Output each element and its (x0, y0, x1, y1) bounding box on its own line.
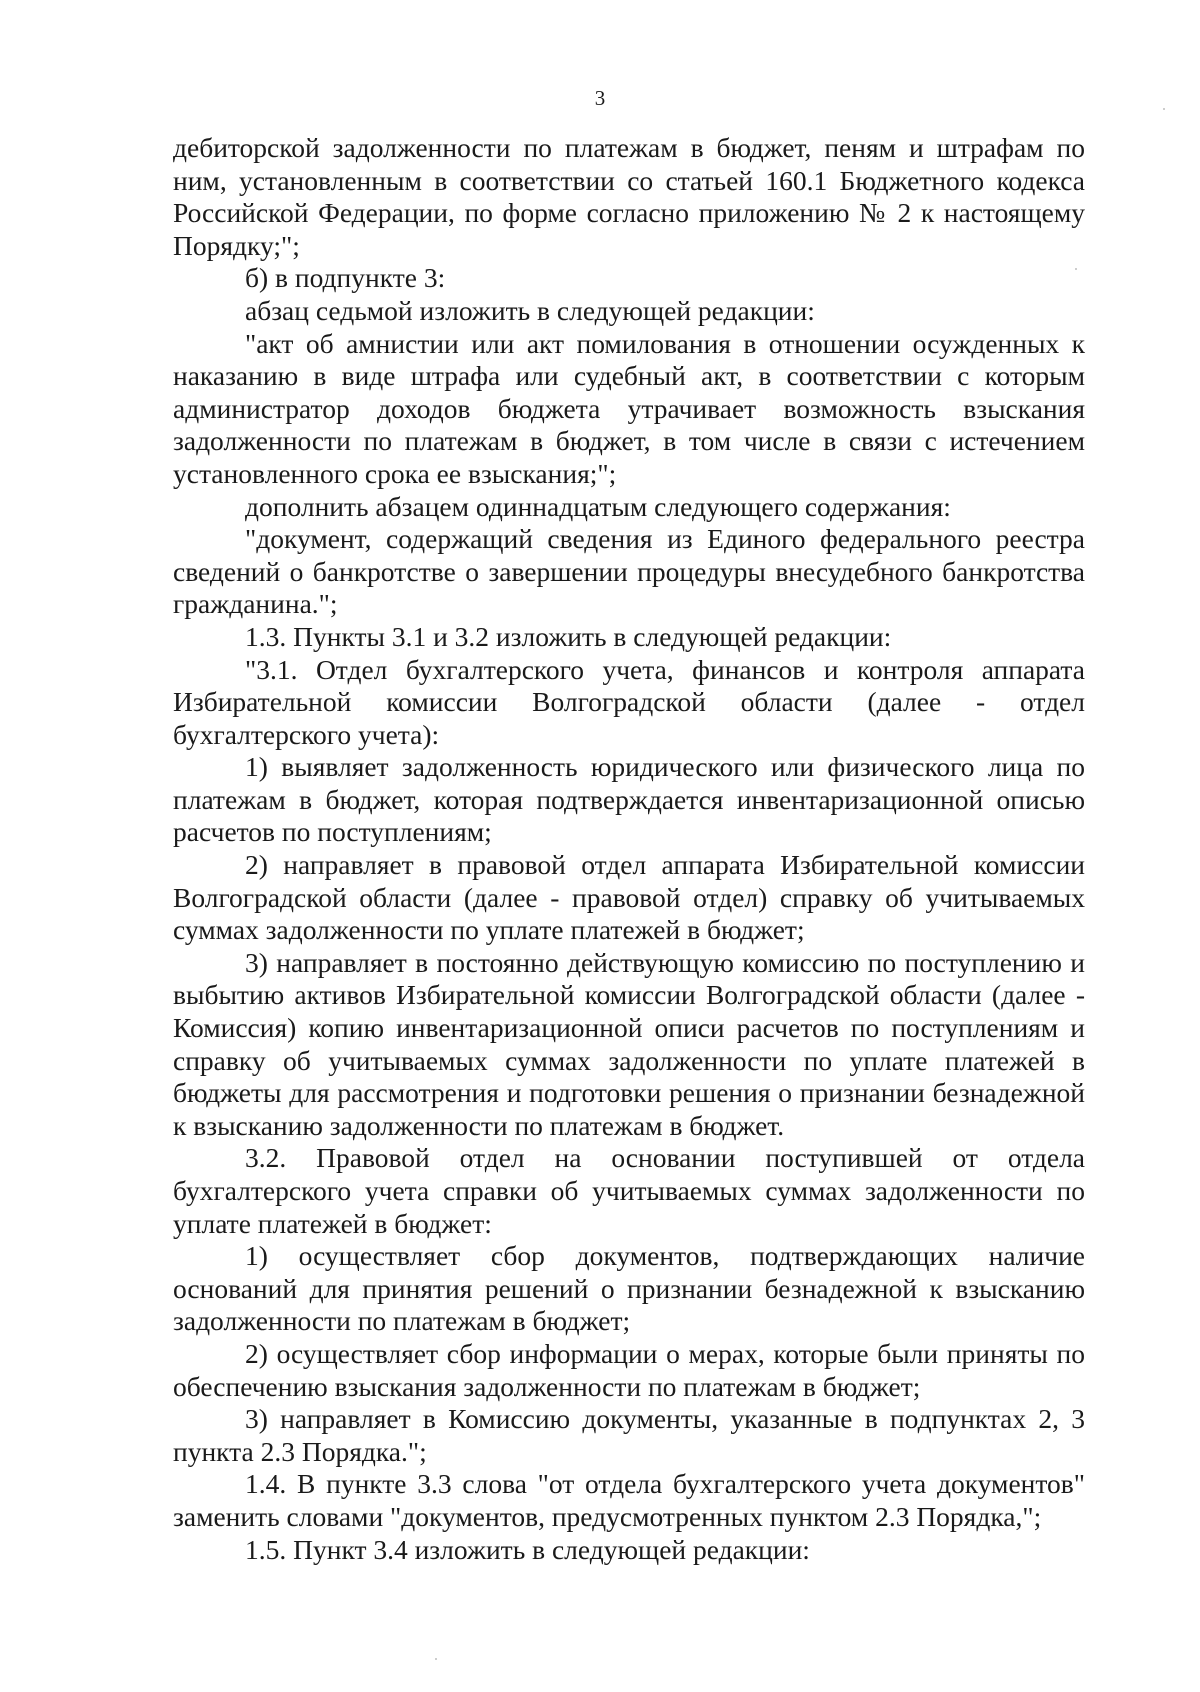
paragraph-1: дебиторской задолженности по платежам в бюджет, пеням и штрафам по ним, установленным в соответствии со статьей 160.1 Бюджетного кодекса Российской Федерации, по форме согласно приложению № 2 к настоящему Порядку;"; (173, 132, 1085, 261)
paragraph-11: 3) направляет в постоянно действующую комиссию по поступлению и выбытию активов Избирательной комиссии Волгоградской области (далее - Комиссия) копию инвентаризационной описи расчетов по поступлениям и справку об учитываемых суммах задолженности по уплате платежей в бюджеты для рассмотрения и подготовки решения о признании безнадежной к взысканию задолженности по платежам в бюджет. (173, 946, 1085, 1141)
scan-speck (1163, 108, 1165, 110)
paragraph-2: б) в подпункте 3: (245, 262, 446, 294)
paragraph-10: 2) направляет в правовой отдел аппарата Избирательной комиссии Волгоградской области (далее - правовой отдел) справку об учитываемых суммах задолженности по уплате платежей в бюджет; (173, 849, 1085, 946)
paragraph-6: "документ, содержащий сведения из Единого федерального реестра сведений о банкротстве о завершении процедуры внесудебного банкротства гражданина."; (173, 523, 1085, 620)
paragraph-4: "акт об амнистии или акт помилования в отношении осужденных к наказанию в виде штрафа или судебный акт, в соответствии с которым администратор доходов бюджета утрачивает возможность взыскания задолженности по платежам в бюджет, в том числе в связи с истечением установленного срока ее взыскания;"; (173, 327, 1085, 489)
paragraph-13: 1) осуществляет сбор документов, подтверждающих наличие оснований для принятия решений о признании безнадежной к взысканию задолженности по платежам в бюджет; (173, 1240, 1085, 1337)
paragraph-8: "3.1. Отдел бухгалтерского учета, финансов и контроля аппарата Избирательной комиссии Волгоградской области (далее - отдел бухгалтерского учета): (173, 653, 1085, 750)
document-body (173, 132, 1085, 1566)
paragraph-9: 1) выявляет задолженность юридического или физического лица по платежам в бюджет, которая подтверждается инвентаризационной описью расчетов по поступлениям; (173, 751, 1085, 848)
scan-speck (1075, 268, 1077, 270)
paragraph-5: дополнить абзацем одиннадцатым следующего содержания: (245, 490, 951, 522)
paragraph-3: абзац седьмой изложить в следующей редакции: (245, 294, 815, 326)
paragraph-17: 1.5. Пункт 3.4 изложить в следующей редакции: (245, 1533, 810, 1565)
paragraph-12: 3.2. Правовой отдел на основании поступившей от отдела бухгалтерского учета справки об учитываемых суммах задолженности по уплате платежей в бюджет: (173, 1142, 1085, 1239)
scan-speck (435, 1658, 437, 1660)
paragraph-14: 2) осуществляет сбор информации о мерах, которые были приняты по обеспечению взыскания задолженности по платежам в бюджет; (173, 1337, 1085, 1402)
paragraph-15: 3) направляет в Комиссию документы, указанные в подпунктах 2, 3 пункта 2.3 Порядка."; (173, 1403, 1085, 1467)
paragraph-7: 1.3. Пункты 3.1 и 3.2 изложить в следующей редакции: (245, 620, 892, 652)
paragraph-16: 1.4. В пункте 3.3 слова "от отдела бухгалтерского учета документов" заменить словами "документов, предусмотренных пунктом 2.3 Порядка,"; (173, 1468, 1085, 1532)
page-number: 3 (594, 86, 606, 110)
